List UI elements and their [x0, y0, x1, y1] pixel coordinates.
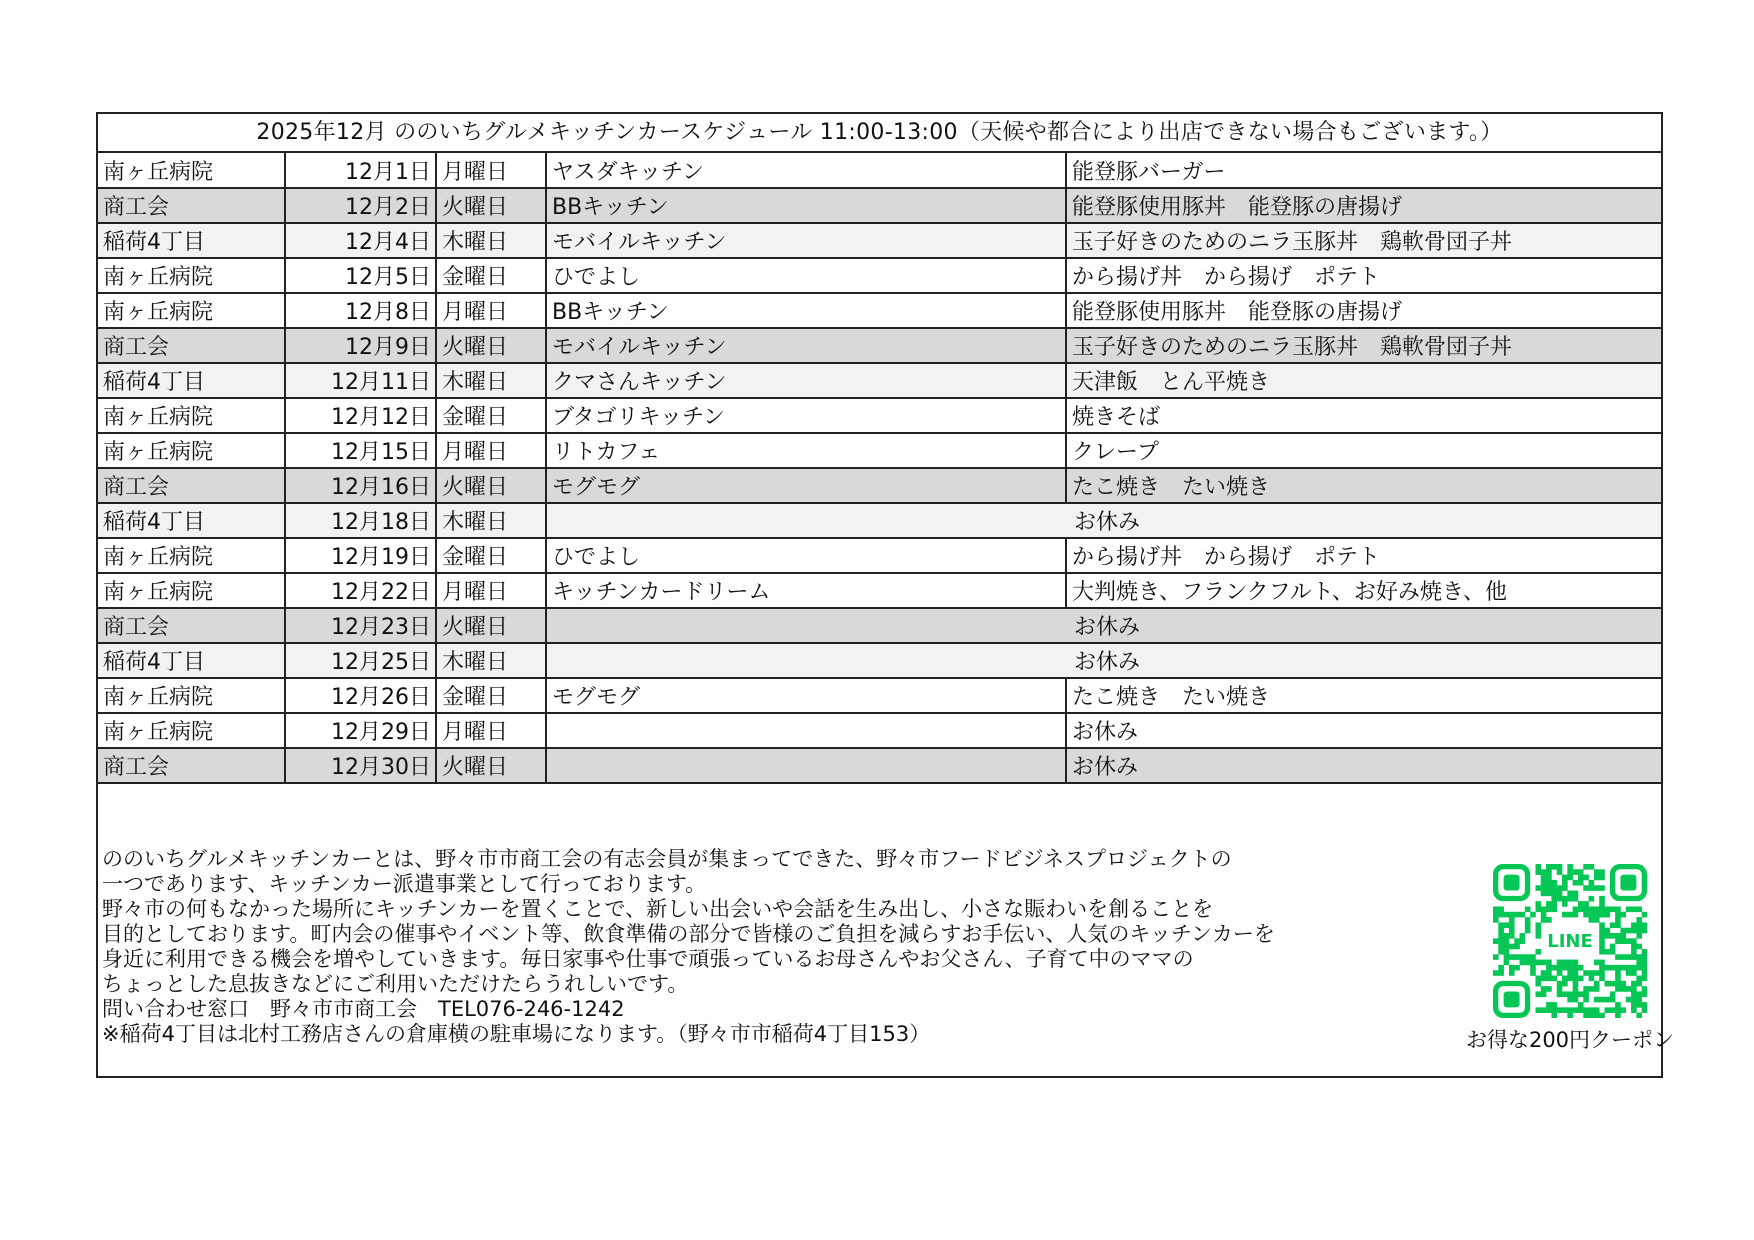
weekday-cell: 木曜日 [436, 643, 546, 678]
qr-finder-icon [1496, 983, 1528, 1015]
menu-cell: たこ焼き たい焼き [1066, 678, 1661, 713]
menu-cell: クレープ [1066, 433, 1661, 468]
shop-cell: BBキッチン [546, 293, 1066, 328]
closed-cell: お休み [546, 643, 1661, 678]
shop-cell [546, 748, 1066, 783]
date-cell: 12月23日 [285, 608, 436, 643]
note-line: 野々市の何もなかった場所にキッチンカーを置くことで、新しい出会いや会話を生み出し、小さな賑わいを創ることを [102, 897, 1214, 921]
menu-cell: 大判焼き、フランクフルト、お好み焼き、他 [1066, 573, 1661, 608]
schedule-sheet [96, 112, 1675, 1078]
schedule-row [98, 468, 1661, 503]
note-line: ちょっとした息抜きなどにご利用いただけたらうれしいです。 [102, 972, 689, 996]
weekday-cell: 木曜日 [436, 503, 546, 538]
weekday-cell: 月曜日 [436, 153, 546, 188]
menu-cell: 能登豚使用豚丼 能登豚の唐揚げ [1066, 293, 1661, 328]
location-cell: 稲荷4丁目 [98, 643, 285, 678]
schedule-row [98, 538, 1661, 573]
coupon-block[interactable] [1460, 864, 1680, 1054]
weekday-cell: 月曜日 [436, 433, 546, 468]
location-cell: 南ヶ丘病院 [98, 293, 285, 328]
schedule-row [98, 293, 1661, 328]
menu-cell: 玉子好きのためのニラ玉豚丼 鶏軟骨団子丼 [1066, 223, 1661, 258]
date-cell: 12月16日 [285, 468, 436, 503]
location-cell: 南ヶ丘病院 [98, 258, 285, 293]
qr-finder-icon [1496, 867, 1528, 899]
schedule-row [98, 713, 1661, 748]
menu-cell: 能登豚使用豚丼 能登豚の唐揚げ [1066, 188, 1661, 223]
schedule-row [98, 398, 1661, 433]
location-cell: 商工会 [98, 748, 285, 783]
date-cell: 12月11日 [285, 363, 436, 398]
date-cell: 12月2日 [285, 188, 436, 223]
date-cell: 12月18日 [285, 503, 436, 538]
schedule-row [98, 433, 1661, 468]
weekday-cell: 金曜日 [436, 258, 546, 293]
shop-cell: ひでよし [546, 538, 1066, 573]
notes-block [102, 847, 1302, 1047]
location-cell: 南ヶ丘病院 [98, 678, 285, 713]
schedule-row [98, 678, 1661, 713]
shop-cell: リトカフェ [546, 433, 1066, 468]
note-line: ※稲荷4丁目は北村工務店さんの倉庫横の駐車場になります。（野々市市稲荷4丁目153） [102, 1022, 931, 1046]
date-cell: 12月4日 [285, 223, 436, 258]
weekday-cell: 金曜日 [436, 398, 546, 433]
menu-cell: 能登豚バーガー [1066, 153, 1661, 188]
shop-cell: ひでよし [546, 258, 1066, 293]
location-cell: 稲荷4丁目 [98, 503, 285, 538]
page-title: 2025年12月 ののいちグルメキッチンカースケジュール 11:00-13:00（天候や都合により出店できない場合もございます。） [98, 114, 1661, 153]
weekday-cell: 木曜日 [436, 363, 546, 398]
shop-cell: モグモグ [546, 678, 1066, 713]
date-cell: 12月26日 [285, 678, 436, 713]
shop-cell [546, 713, 1066, 748]
closed-cell: お休み [1066, 713, 1661, 748]
coupon-label: お得な200円クーポン [1465, 1028, 1675, 1052]
shop-cell: モグモグ [546, 468, 1066, 503]
date-cell: 12月19日 [285, 538, 436, 573]
weekday-cell: 金曜日 [436, 678, 546, 713]
location-cell: 商工会 [98, 188, 285, 223]
date-cell: 12月5日 [285, 258, 436, 293]
date-cell: 12月9日 [285, 328, 436, 363]
location-cell: 南ヶ丘病院 [98, 538, 285, 573]
closed-cell: お休み [546, 608, 1661, 643]
location-cell: 南ヶ丘病院 [98, 153, 285, 188]
line-logo-icon: LINE [1547, 931, 1593, 953]
weekday-cell: 月曜日 [436, 293, 546, 328]
schedule-row [98, 573, 1661, 608]
weekday-cell: 火曜日 [436, 608, 546, 643]
weekday-cell: 木曜日 [436, 223, 546, 258]
schedule-table [98, 153, 1661, 784]
location-cell: 南ヶ丘病院 [98, 398, 285, 433]
location-cell: 商工会 [98, 468, 285, 503]
menu-cell: から揚げ丼 から揚げ ポテト [1066, 258, 1661, 293]
closed-cell: お休み [546, 503, 1661, 538]
shop-cell: モバイルキッチン [546, 328, 1066, 363]
line-qr-code[interactable] [1493, 864, 1647, 1018]
note-line: 問い合わせ窓口 野々市市商工会 TEL076-246-1242 [102, 997, 625, 1021]
location-cell: 南ヶ丘病院 [98, 573, 285, 608]
schedule-row [98, 363, 1661, 398]
weekday-cell: 火曜日 [436, 328, 546, 363]
note-line: 一つであります、キッチンカー派遣事業として行っております。 [102, 872, 707, 896]
shop-cell: BBキッチン [546, 188, 1066, 223]
location-cell: 南ヶ丘病院 [98, 433, 285, 468]
date-cell: 12月8日 [285, 293, 436, 328]
note-line: ののいちグルメキッチンカーとは、野々市市商工会の有志会員が集まってできた、野々市フードビジネスプロジェクトの [102, 847, 1232, 871]
shop-cell: キッチンカードリーム [546, 573, 1066, 608]
date-cell: 12月15日 [285, 433, 436, 468]
shop-cell: クマさんキッチン [546, 363, 1066, 398]
date-cell: 12月30日 [285, 748, 436, 783]
schedule-row [98, 748, 1661, 783]
note-line: 目的としております。町内会の催事やイベント等、飲食準備の部分で皆様のご負担を減らすお手伝い、人気のキッチンカーを [102, 922, 1275, 946]
schedule-row [98, 608, 1661, 643]
qr-finder-icon [1612, 867, 1644, 899]
schedule-row [98, 153, 1661, 188]
shop-cell: ヤスダキッチン [546, 153, 1066, 188]
location-cell: 稲荷4丁目 [98, 363, 285, 398]
weekday-cell: 月曜日 [436, 713, 546, 748]
menu-cell: たこ焼き たい焼き [1066, 468, 1661, 503]
date-cell: 12月25日 [285, 643, 436, 678]
date-cell: 12月1日 [285, 153, 436, 188]
schedule-row [98, 643, 1661, 678]
qr-pattern [1493, 864, 1647, 1018]
weekday-cell: 月曜日 [436, 573, 546, 608]
schedule-row [98, 188, 1661, 223]
date-cell: 12月12日 [285, 398, 436, 433]
location-cell: 商工会 [98, 608, 285, 643]
schedule-row [98, 223, 1661, 258]
weekday-cell: 火曜日 [436, 468, 546, 503]
schedule-row [98, 503, 1661, 538]
weekday-cell: 火曜日 [436, 188, 546, 223]
menu-cell: 天津飯 とん平焼き [1066, 363, 1661, 398]
menu-cell: から揚げ丼 から揚げ ポテト [1066, 538, 1661, 573]
note-line: 身近に利用できる機会を増やしていきます。毎日家事や仕事で頑張っているお母さんやお父さん、子育て中のママの [102, 947, 1194, 971]
shop-cell: モバイルキッチン [546, 223, 1066, 258]
weekday-cell: 火曜日 [436, 748, 546, 783]
menu-cell: 玉子好きのためのニラ玉豚丼 鶏軟骨団子丼 [1066, 328, 1661, 363]
schedule-row [98, 258, 1661, 293]
schedule-row [98, 328, 1661, 363]
date-cell: 12月22日 [285, 573, 436, 608]
location-cell: 稲荷4丁目 [98, 223, 285, 258]
location-cell: 商工会 [98, 328, 285, 363]
menu-cell: 焼きそば [1066, 398, 1661, 433]
shop-cell: ブタゴリキッチン [546, 398, 1066, 433]
date-cell: 12月29日 [285, 713, 436, 748]
location-cell: 南ヶ丘病院 [98, 713, 285, 748]
closed-cell: お休み [1066, 748, 1661, 783]
weekday-cell: 金曜日 [436, 538, 546, 573]
